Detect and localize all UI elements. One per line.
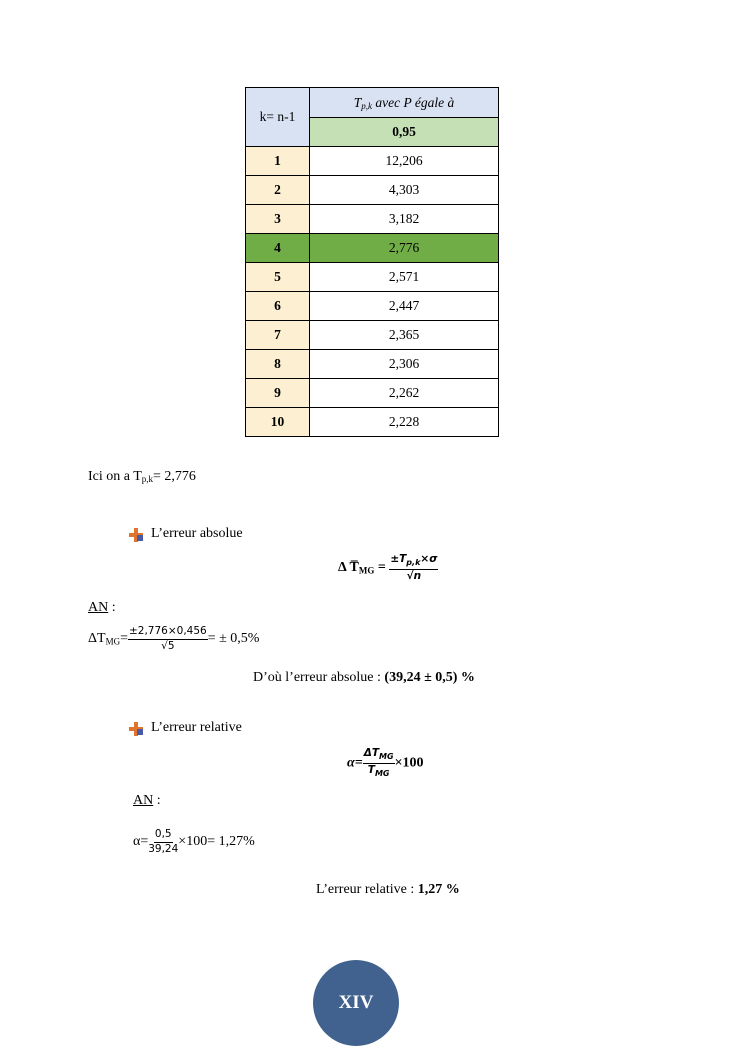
- k-cell: 7: [246, 321, 310, 350]
- header-value-cell: [310, 118, 499, 147]
- formula-eq: =: [374, 560, 386, 576]
- k-cell: 5: [246, 263, 310, 292]
- value-cell: 2,447: [310, 292, 499, 321]
- k-cell: 6: [246, 292, 310, 321]
- formula-num-rest: ×σ: [420, 553, 438, 565]
- rel-conclusion-value: 1,27 %: [417, 882, 460, 897]
- ici-prefix: Ici on a T: [88, 469, 142, 484]
- table-row-highlighted: [246, 234, 499, 263]
- header-value: 0,95: [392, 124, 416, 139]
- value-cell: 3,182: [310, 205, 499, 234]
- table-row: [246, 205, 499, 234]
- rel-formula-numerator: [363, 748, 395, 764]
- k-cell: 1: [246, 147, 310, 176]
- value-cell: 2,571: [310, 263, 499, 292]
- table-row: [246, 350, 499, 379]
- formula-denominator: √n: [406, 569, 422, 582]
- value-cell: 2,776: [310, 234, 499, 263]
- ici-sub: p,k: [141, 474, 154, 484]
- formula-lhs: Δ T̅: [338, 560, 359, 576]
- rel-calc-result: ×100= 1,27%: [178, 834, 255, 850]
- k-cell: 2: [246, 176, 310, 205]
- absolute-error-conclusion: [253, 670, 475, 686]
- an-label: AN: [88, 600, 109, 615]
- value-cell: 12,206: [310, 147, 499, 176]
- rel-calc-lhs: α=: [133, 834, 149, 850]
- table-row: [246, 408, 499, 437]
- calc-eq: =: [120, 631, 128, 647]
- table-row: [246, 263, 499, 292]
- rel-conclusion-text: L’erreur relative :: [316, 882, 418, 897]
- formula-fraction: [389, 554, 438, 582]
- relative-error-calculation: [133, 829, 255, 855]
- calc-lhs: ΔT: [88, 631, 106, 647]
- k-cell: 4: [246, 234, 310, 263]
- rel-formula-rest: ×100: [394, 755, 424, 771]
- value-cell: 2,262: [310, 379, 499, 408]
- an-line-1: [88, 600, 116, 616]
- absolute-error-calculation: [88, 626, 259, 652]
- an-colon: :: [108, 600, 116, 615]
- table-row: [246, 379, 499, 408]
- k-cell: 10: [246, 408, 310, 437]
- an-label: AN: [133, 793, 154, 808]
- formula-num-sub: p,k: [406, 558, 421, 568]
- rel-calc-denominator: 39,24: [148, 842, 179, 855]
- k-cell: 9: [246, 379, 310, 408]
- table-row: [246, 321, 499, 350]
- bullet-plus-icon: [129, 722, 143, 736]
- rel-num-t: ΔT: [363, 747, 380, 759]
- table-row: [246, 292, 499, 321]
- an-colon: :: [153, 793, 161, 808]
- header-p-t: T: [353, 94, 362, 110]
- conclusion-text: D’où l’erreur absolue :: [253, 670, 385, 685]
- rel-formula-denominator: [368, 764, 390, 779]
- ici-suffix: = 2,776: [153, 469, 196, 484]
- calc-denominator: √5: [161, 639, 175, 652]
- rel-den-t: T̅: [367, 763, 375, 776]
- table-row: [246, 176, 499, 205]
- t-student-table: [245, 87, 499, 437]
- ici-line: [88, 469, 196, 485]
- absolute-error-formula: [338, 554, 438, 582]
- rel-den-sub: MG: [374, 768, 390, 778]
- section-absolute-title: L’erreur absolue: [151, 526, 243, 541]
- k-cell: 3: [246, 205, 310, 234]
- value-cell: 2,306: [310, 350, 499, 379]
- calc-fraction: [128, 626, 208, 652]
- rel-formula-fraction: [363, 748, 395, 779]
- page-number-badge: [313, 960, 399, 1046]
- formula-lhs-sub: MG: [358, 565, 375, 576]
- section-relative-title: L’erreur relative: [151, 720, 242, 735]
- rel-calc-fraction: [148, 829, 178, 855]
- rel-num-sub: MG: [379, 752, 394, 762]
- formula-num-t: ±T: [390, 553, 407, 565]
- calc-result: = ± 0,5%: [207, 631, 260, 647]
- header-k-cell: [246, 88, 310, 147]
- header-p-cell: [310, 88, 499, 118]
- calc-lhs-sub: MG: [105, 636, 121, 647]
- relative-error-formula: [347, 748, 424, 779]
- header-p-rest: avec P égale à: [372, 94, 455, 110]
- formula-numerator: [389, 554, 438, 570]
- value-cell: 4,303: [310, 176, 499, 205]
- an-line-2: [133, 793, 161, 809]
- table-row: [246, 147, 499, 176]
- rel-calc-numerator: 0,5: [154, 829, 173, 843]
- value-cell: 2,365: [310, 321, 499, 350]
- relative-error-conclusion: [316, 882, 460, 898]
- k-cell: 8: [246, 350, 310, 379]
- conclusion-value: (39,24 ± 0,5) %: [384, 670, 475, 685]
- bullet-plus-icon: [129, 528, 143, 542]
- rel-formula-lhs: α=: [347, 755, 363, 771]
- value-cell: 2,228: [310, 408, 499, 437]
- header-p-sub: p,k: [361, 100, 373, 111]
- header-k-label: k= n-1: [259, 109, 296, 124]
- page-number: XIV: [338, 992, 374, 1013]
- calc-numerator: ±2,776×0,456: [128, 626, 208, 640]
